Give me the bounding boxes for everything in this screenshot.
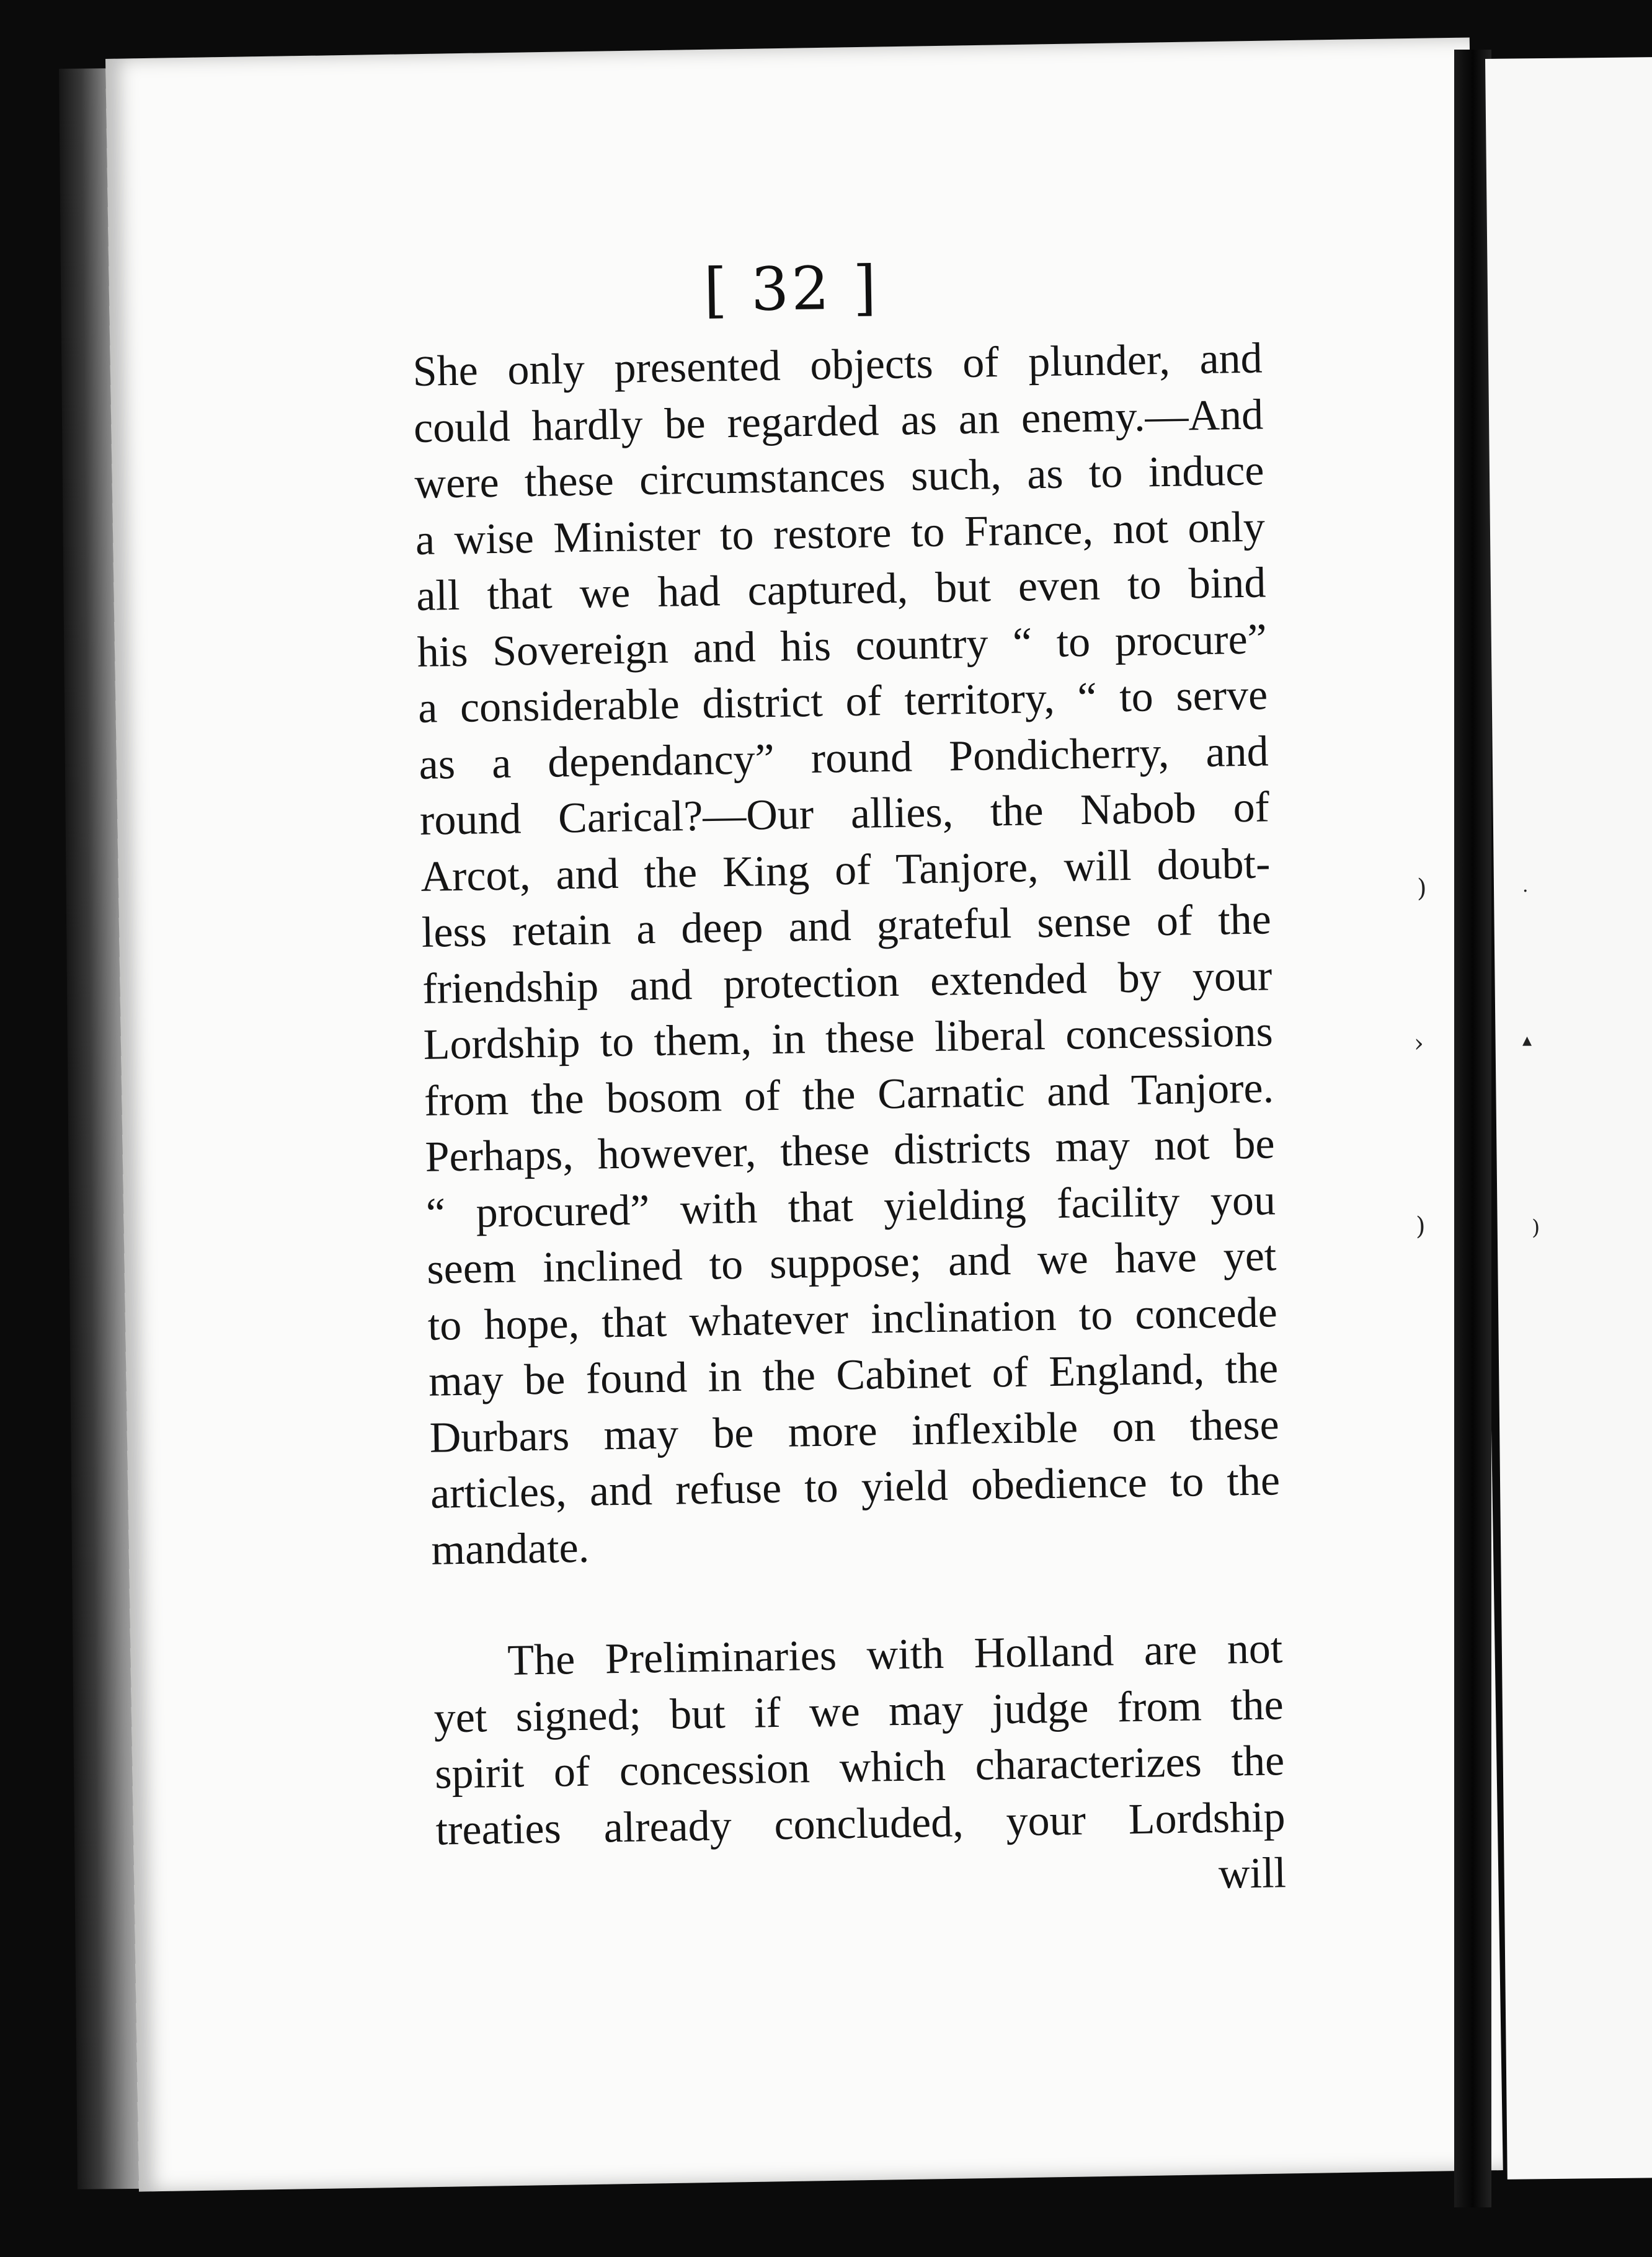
paragraph-1: [412, 330, 1281, 1578]
scan-speck: ›: [1414, 1029, 1424, 1058]
text-line: a considerable district of territory, “ to serve: [417, 671, 1268, 732]
text-line: may be found in the Cabinet of England, the: [428, 1344, 1279, 1406]
text-line: Perhaps, however, these districts may not be: [424, 1120, 1276, 1181]
text-line: Lordship to them, in these liberal concessions: [423, 1008, 1274, 1069]
text-line: articles, and refuse to yield obedience to the: [430, 1457, 1281, 1518]
text-line: all that we had captured, but even to bind: [415, 559, 1266, 620]
text-line: less retain a deep and grateful sense of the: [421, 895, 1272, 957]
facing-page-edge: [1485, 57, 1652, 2179]
text-line: friendship and protection extended by your: [422, 951, 1272, 1013]
text-line: She only presented objects of plunder, and: [412, 334, 1263, 396]
text-line: “ procured” with that yielding facility you: [425, 1176, 1276, 1238]
scan-speck: ): [1417, 874, 1427, 903]
scan-speck: ): [1416, 1212, 1426, 1241]
scan-speck: ·: [1522, 880, 1529, 902]
text-line: treaties already concluded, your Lordship: [435, 1793, 1286, 1855]
page-gutter: [1454, 50, 1491, 2207]
text-line: Durbars may be more inflexible on these: [429, 1400, 1280, 1462]
scan-speck: ): [1532, 1215, 1540, 1240]
text-line: could hardly be regarded as an enemy.—And: [413, 390, 1264, 452]
text-line: Arcot, and the King of Tanjore, will doubt-: [420, 839, 1271, 901]
catchword: will: [1218, 1849, 1287, 1898]
text-line: his Sovereign and his country “ to procure”: [417, 614, 1268, 676]
text-line: spirit of concession which characterizes the: [434, 1737, 1285, 1798]
text-line: round Carical?—Our allies, the Nabob of: [419, 783, 1270, 845]
text-line: to hope, that whatever inclination to concede: [427, 1288, 1278, 1350]
text-line: The Preliminaries with Holland are not: [507, 1625, 1283, 1685]
text-line: from the bosom of the Carnatic and Tanjore.: [424, 1063, 1274, 1125]
text-line: yet signed; but if we may judge from the: [433, 1680, 1284, 1742]
text-line: mandate.: [430, 1523, 590, 1574]
scan-speck: ▴: [1522, 1029, 1532, 1051]
text-line: were these circumstances such, as to induce: [414, 446, 1264, 508]
text-line: seem inclined to suppose; and we have yet: [426, 1232, 1277, 1293]
page-number: [ 32 ]: [703, 252, 879, 326]
paragraph-2: [433, 1621, 1287, 1915]
text-line: a wise Minister to restore to France, not only: [415, 502, 1266, 564]
text-line: as a dependancy” round Pondicherry, and: [419, 727, 1269, 789]
body-text: [412, 330, 1287, 1915]
